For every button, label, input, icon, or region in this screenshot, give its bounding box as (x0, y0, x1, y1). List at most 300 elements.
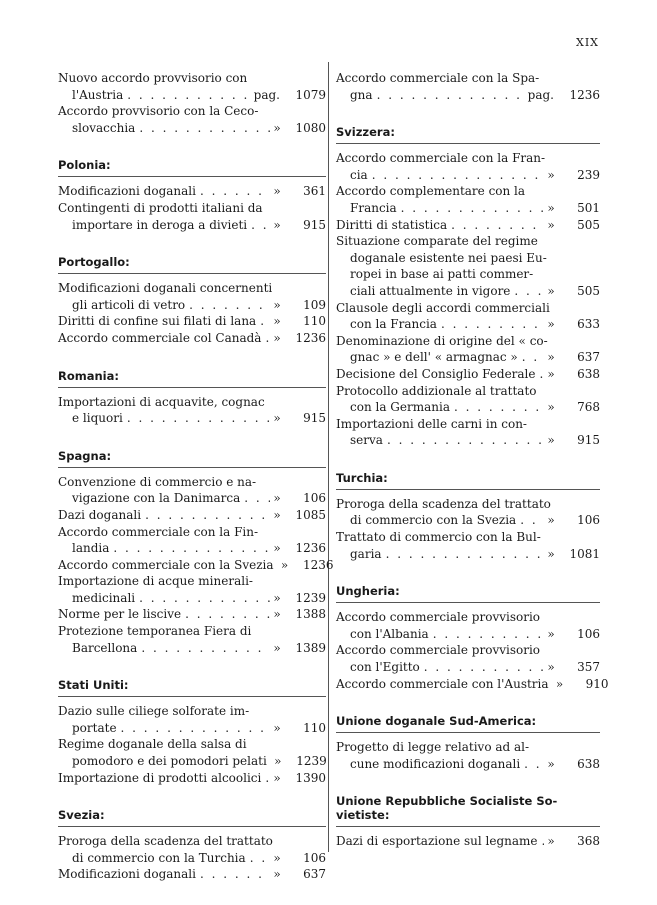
dot-leader (261, 330, 270, 347)
entry-text: Francia (350, 200, 397, 215)
page-prefix: pag. (527, 87, 554, 102)
index-entry (336, 529, 600, 562)
entry-text: ropei in base ai patti commer- (350, 267, 534, 282)
page-number: 361 (303, 184, 326, 199)
page-number: 505 (577, 283, 600, 298)
ditto-mark: » (547, 200, 555, 215)
entry-text: Contingenti di prodotti italiani da (58, 200, 263, 215)
entry-text: Accordo commerciale provvisorio (336, 610, 541, 625)
entry-text: Regime doganale della salsa di (58, 737, 247, 752)
entry-line (58, 770, 326, 787)
page-number: 106 (303, 491, 326, 506)
entry-text: Importazioni di acquavite, cognac (58, 394, 265, 409)
entry-line (58, 200, 326, 217)
index-entry (58, 70, 326, 103)
entry-text: gnac » e dell' « armagnac » (350, 350, 518, 365)
index-entry (336, 739, 600, 772)
page-number: 1239 (296, 754, 327, 769)
index-entry (336, 496, 600, 529)
index-entry (336, 233, 600, 299)
entry-text: di commercio con la Turchia (72, 850, 246, 865)
dot-leader (397, 200, 544, 217)
dot-leader (117, 720, 270, 737)
entry-text: Accordo commerciale provvisorio (336, 643, 541, 658)
page-number: 637 (577, 350, 600, 365)
entry-text: con la Germania (350, 400, 450, 415)
index-entry (58, 606, 326, 623)
dot-leader (256, 313, 270, 330)
ditto-mark: » (273, 411, 281, 426)
page-number: 357 (577, 660, 600, 675)
index-entry (58, 573, 326, 606)
entry-line (336, 250, 600, 267)
entry-line (58, 590, 326, 607)
ditto-mark: » (273, 330, 281, 345)
page-number: 1388 (295, 607, 326, 622)
dot-leader (536, 366, 545, 383)
entry-line (336, 626, 600, 643)
page-number: 110 (303, 720, 326, 735)
dot-leader (382, 546, 544, 563)
index-entry (58, 557, 334, 574)
section-heading: Spagna: (58, 449, 326, 468)
section-heading: Stati Uniti: (58, 678, 326, 697)
page-number: 633 (577, 317, 600, 332)
dot-leader (196, 866, 270, 883)
section-heading: Unione doganale Sud-America: (336, 714, 600, 733)
entry-text: Dazio sulle ciliege solforate im- (58, 704, 250, 719)
dot-leader (181, 606, 270, 623)
dot-leader (516, 512, 544, 529)
section-heading: Turchia: (336, 471, 600, 490)
entry-text: Proroga della scadenza del trattato (336, 496, 551, 511)
entry-text: Importazione di acque minerali- (58, 574, 253, 589)
index-section (336, 125, 600, 449)
ditto-mark: » (547, 756, 555, 771)
entry-line (58, 70, 326, 87)
index-column-right (336, 70, 609, 872)
page-number: 239 (577, 167, 600, 182)
ditto-mark: » (555, 676, 564, 691)
page-number: 915 (303, 217, 326, 232)
index-entry (58, 330, 326, 347)
entry-text: Progetto di legge relativo ad al- (336, 740, 530, 755)
ditto-mark: » (273, 217, 281, 232)
index-section (58, 678, 326, 786)
page-number: 1236 (295, 330, 326, 345)
index-entry (336, 150, 600, 183)
page-number: 1081 (569, 546, 600, 561)
ditto-mark: » (547, 217, 555, 232)
entry-text: con l'Egitto (350, 660, 420, 675)
entry-text: landia (72, 541, 110, 556)
index-entry (336, 833, 600, 850)
index-entry (58, 474, 326, 507)
ditto-mark: » (273, 184, 281, 199)
section-heading: Polonia: (58, 158, 326, 177)
entry-text: portate (72, 720, 117, 735)
entry-text: Importazioni delle carni in con- (336, 416, 527, 431)
dot-leader (123, 87, 253, 104)
index-entry (58, 833, 326, 866)
page-number: 106 (577, 513, 600, 528)
entry-text: cune modificazioni doganali (350, 756, 521, 771)
page-number: 1236 (302, 557, 334, 572)
entry-text: Accordo commerciale con la Fran- (336, 151, 546, 166)
entry-line (336, 167, 600, 184)
entry-text: l'Austria (72, 87, 124, 102)
page-number: 501 (577, 200, 600, 215)
entry-line (58, 524, 326, 541)
entry-line (58, 753, 326, 770)
ditto-mark: » (547, 834, 555, 849)
entry-text: Accordo commerciale con la Svezia (58, 557, 274, 572)
ditto-mark: » (547, 317, 555, 332)
entry-line (58, 623, 326, 640)
entry-text: Denominazione di origine del « co- (336, 333, 548, 348)
index-entry (58, 524, 326, 557)
index-entry (58, 507, 326, 524)
entry-line (58, 850, 326, 867)
entry-text: garia (350, 546, 382, 561)
page-number: 768 (577, 400, 600, 415)
entry-line (58, 866, 326, 883)
entry-line (58, 103, 326, 120)
dot-leader (141, 507, 270, 524)
dot-leader (368, 167, 544, 184)
entry-line (58, 736, 326, 753)
index-entry (58, 394, 326, 427)
entry-text: Trattato di commercio con la Bul- (336, 530, 541, 545)
page-number: 1079 (295, 87, 326, 102)
entry-line (58, 313, 326, 330)
entry-text: Convenzione di commercio e na- (58, 474, 257, 489)
section-heading: Svezia: (58, 808, 326, 827)
entry-line (58, 507, 326, 524)
entry-text: Dazi doganali (58, 507, 142, 522)
entry-line (58, 183, 326, 200)
page-number: 109 (303, 297, 326, 312)
dot-leader (518, 349, 544, 366)
entry-line (58, 540, 326, 557)
entry-text: Modificazioni doganali (58, 184, 196, 199)
ditto-mark: » (273, 770, 281, 785)
entry-line (58, 833, 326, 850)
entry-line (58, 720, 326, 737)
entry-line (336, 609, 600, 626)
entry-text: Protezione temporanea Fiera di (58, 624, 252, 639)
entry-line (336, 316, 600, 333)
entry-text: Decisione del Consiglio Federale (336, 366, 536, 381)
ditto-mark: » (547, 433, 555, 448)
entry-line (336, 150, 600, 167)
index-section (58, 808, 326, 883)
entry-line (336, 283, 600, 300)
index-section (58, 158, 326, 233)
index-section (336, 471, 600, 562)
index-entry (336, 416, 600, 449)
page-number: 638 (577, 366, 600, 381)
index-entry (58, 623, 326, 656)
dot-leader (520, 756, 544, 773)
column-divider (328, 62, 329, 852)
index-entry (58, 866, 326, 883)
page-number: 637 (303, 867, 326, 882)
ditto-mark: » (273, 607, 281, 622)
page-number: 110 (303, 314, 326, 329)
entry-text: vigazione con la Danimarca (72, 491, 241, 506)
ditto-mark: » (273, 491, 281, 506)
index-section (58, 448, 334, 657)
page-number: 1236 (569, 87, 600, 102)
ditto-mark: » (273, 120, 281, 135)
entry-text: importare in deroga a divieti (72, 217, 248, 232)
entry-line (336, 87, 600, 104)
ditto-mark: » (547, 660, 555, 675)
entry-text: Accordo commerciale con l'Austria (336, 676, 549, 691)
entry-line (336, 183, 600, 200)
entry-text: ciali attualmente in vigore (350, 283, 511, 298)
entry-line (58, 217, 326, 234)
index-entry (58, 313, 326, 330)
page-number: 1239 (295, 590, 326, 605)
entry-text: Barcellona (72, 640, 138, 655)
ditto-mark: » (273, 297, 281, 312)
entry-line (58, 573, 326, 590)
index-entry (58, 280, 326, 313)
dot-leader (447, 217, 544, 234)
index-entry (58, 770, 326, 787)
ditto-mark: » (280, 557, 289, 572)
entry-line (336, 70, 600, 87)
entry-line (336, 432, 600, 449)
index-entry (336, 642, 600, 675)
dot-leader (247, 217, 270, 234)
entry-line (336, 659, 600, 676)
entry-line (58, 490, 326, 507)
page-number: 638 (577, 756, 600, 771)
entry-line (336, 366, 600, 383)
ditto-mark: » (547, 283, 555, 298)
dot-leader (420, 659, 544, 676)
ditto-mark: » (547, 167, 555, 182)
entry-line (336, 200, 600, 217)
index-section (336, 794, 600, 850)
entry-line (58, 330, 326, 347)
entry-text: e liquori (72, 411, 123, 426)
index-entry (336, 183, 600, 216)
section-heading: Svizzera: (336, 125, 600, 144)
ditto-mark: » (273, 541, 281, 556)
entry-line (58, 87, 326, 104)
entry-text: Modificazioni doganali (58, 867, 196, 882)
dot-leader (510, 283, 544, 300)
dot-leader (450, 399, 544, 416)
entry-text: con la Francia (350, 317, 437, 332)
entry-line (336, 233, 600, 250)
dot-leader (135, 120, 270, 137)
dot-leader (429, 626, 544, 643)
entry-text: Accordo commerciale col Canadà (58, 330, 262, 345)
entry-text: Accordo commerciale con la Fin- (58, 524, 259, 539)
dot-leader (261, 770, 270, 787)
entry-text: Accordo commerciale con la Spa- (336, 71, 540, 85)
entry-text: serva (350, 433, 383, 448)
entry-text: Accordo complementare con la (336, 184, 526, 199)
page-number: 915 (303, 411, 326, 426)
ditto-mark: » (547, 366, 555, 381)
index-section (336, 70, 600, 103)
index-section (58, 70, 326, 136)
index-section (336, 714, 600, 772)
entry-line (336, 833, 600, 850)
ditto-mark: » (273, 590, 281, 605)
ditto-mark: » (273, 720, 281, 735)
entry-text: con l'Albania (350, 626, 429, 641)
entry-text: Nuovo accordo provvisorio con (58, 71, 248, 85)
entry-line (58, 640, 326, 657)
index-entry (336, 70, 600, 103)
entry-text: slovacchia (72, 120, 136, 135)
entry-text: Diritti di confine sui filati di lana (58, 314, 257, 329)
entry-line (58, 394, 326, 411)
page-number: 106 (577, 626, 600, 641)
ditto-mark: » (274, 754, 282, 769)
dot-leader (196, 183, 270, 200)
entry-text: doganale esistente nei paesi Eu- (350, 250, 547, 265)
index-entry (58, 200, 326, 233)
dot-leader (109, 540, 270, 557)
dot-leader (240, 490, 270, 507)
entry-line (58, 410, 326, 427)
dot-leader (246, 850, 270, 867)
entry-text: gna (350, 87, 373, 102)
ditto-mark: » (273, 507, 281, 522)
entry-line (336, 333, 600, 350)
page-number: 910 (585, 676, 609, 691)
ditto-mark: » (547, 400, 555, 415)
ditto-mark: » (547, 513, 555, 528)
index-entry (336, 383, 600, 416)
page-number: 368 (577, 834, 600, 849)
ditto-mark: » (547, 626, 555, 641)
page-number: 1085 (295, 507, 326, 522)
entry-text: Norme per le liscive (58, 607, 182, 622)
dot-leader (123, 410, 270, 427)
entry-text: Importazione di prodotti alcoolici (58, 770, 262, 785)
entry-line (58, 606, 326, 623)
index-column-left (58, 70, 334, 905)
section-heading: Unione Repubbliche Socialiste So- vietiste: (336, 794, 600, 827)
page-folio: XIX (575, 36, 599, 49)
index-section (58, 255, 326, 346)
entry-text: Dazi di esportazione sul legname (336, 834, 538, 849)
entry-text: medicinali (72, 590, 136, 605)
dot-leader (373, 87, 528, 104)
index-entry (336, 366, 600, 383)
entry-line (336, 642, 600, 659)
section-heading: Romania: (58, 369, 326, 388)
section-heading: Ungheria: (336, 584, 600, 603)
entry-line (336, 529, 600, 546)
index-section (58, 369, 326, 427)
ditto-mark: » (547, 546, 555, 561)
dot-leader (437, 316, 544, 333)
entry-line (336, 512, 600, 529)
entry-text: pomodoro e dei pomodori pelati (72, 754, 267, 769)
entry-line (336, 266, 600, 283)
entry-line (336, 349, 600, 366)
section-heading: Portogallo: (58, 255, 326, 274)
ditto-mark: » (273, 850, 281, 865)
entry-line (58, 120, 326, 137)
page-number: 1236 (295, 541, 326, 556)
index-section (336, 584, 609, 692)
entry-line (336, 416, 600, 433)
entry-text: Accordo provvisorio con la Ceco- (58, 104, 259, 119)
entry-line (58, 474, 326, 491)
entry-text: Protocollo addizionale al trattato (336, 383, 537, 398)
entry-text: Situazione comparate del regime (336, 234, 538, 249)
entry-line (336, 383, 600, 400)
ditto-mark: » (273, 640, 281, 655)
entry-text: Diritti di statistica (336, 217, 448, 232)
page-number: 1389 (295, 640, 326, 655)
ditto-mark: » (273, 867, 281, 882)
entry-line (336, 300, 600, 317)
entry-line (58, 280, 326, 297)
index-entry (336, 333, 600, 366)
entry-line (336, 217, 600, 234)
page-number: 505 (577, 217, 600, 232)
page-number: 915 (577, 433, 600, 448)
entry-text: cia (350, 167, 368, 182)
entry-line (336, 676, 609, 693)
index-entry (336, 217, 600, 234)
entry-line (336, 399, 600, 416)
entry-text: Modificazioni doganali concernenti (58, 281, 273, 296)
entry-line (58, 703, 326, 720)
index-entry (336, 676, 609, 693)
entry-line (336, 496, 600, 513)
page-number: 1390 (295, 770, 326, 785)
entry-line (336, 756, 600, 773)
dot-leader (383, 432, 544, 449)
entry-text: Proroga della scadenza del trattato (58, 834, 273, 849)
dot-leader (137, 640, 270, 657)
ditto-mark: » (547, 350, 555, 365)
index-entry (336, 609, 600, 642)
index-entry (336, 300, 600, 333)
entry-line (58, 557, 334, 574)
entry-line (336, 546, 600, 563)
index-entry (58, 103, 326, 136)
ditto-mark: » (273, 314, 281, 329)
index-entry (58, 703, 326, 736)
page-number: 1080 (295, 120, 326, 135)
page-prefix: pag. (253, 87, 280, 102)
dot-leader (185, 297, 270, 314)
entry-text: Clausole degli accordi commerciali (336, 300, 550, 315)
entry-text: gli articoli di vetro (72, 297, 186, 312)
dot-leader (135, 590, 270, 607)
entry-line (58, 297, 326, 314)
entry-text: di commercio con la Svezia (350, 513, 517, 528)
index-entry (58, 736, 326, 769)
entry-line (336, 739, 600, 756)
page-number: 106 (303, 850, 326, 865)
index-entry (58, 183, 326, 200)
